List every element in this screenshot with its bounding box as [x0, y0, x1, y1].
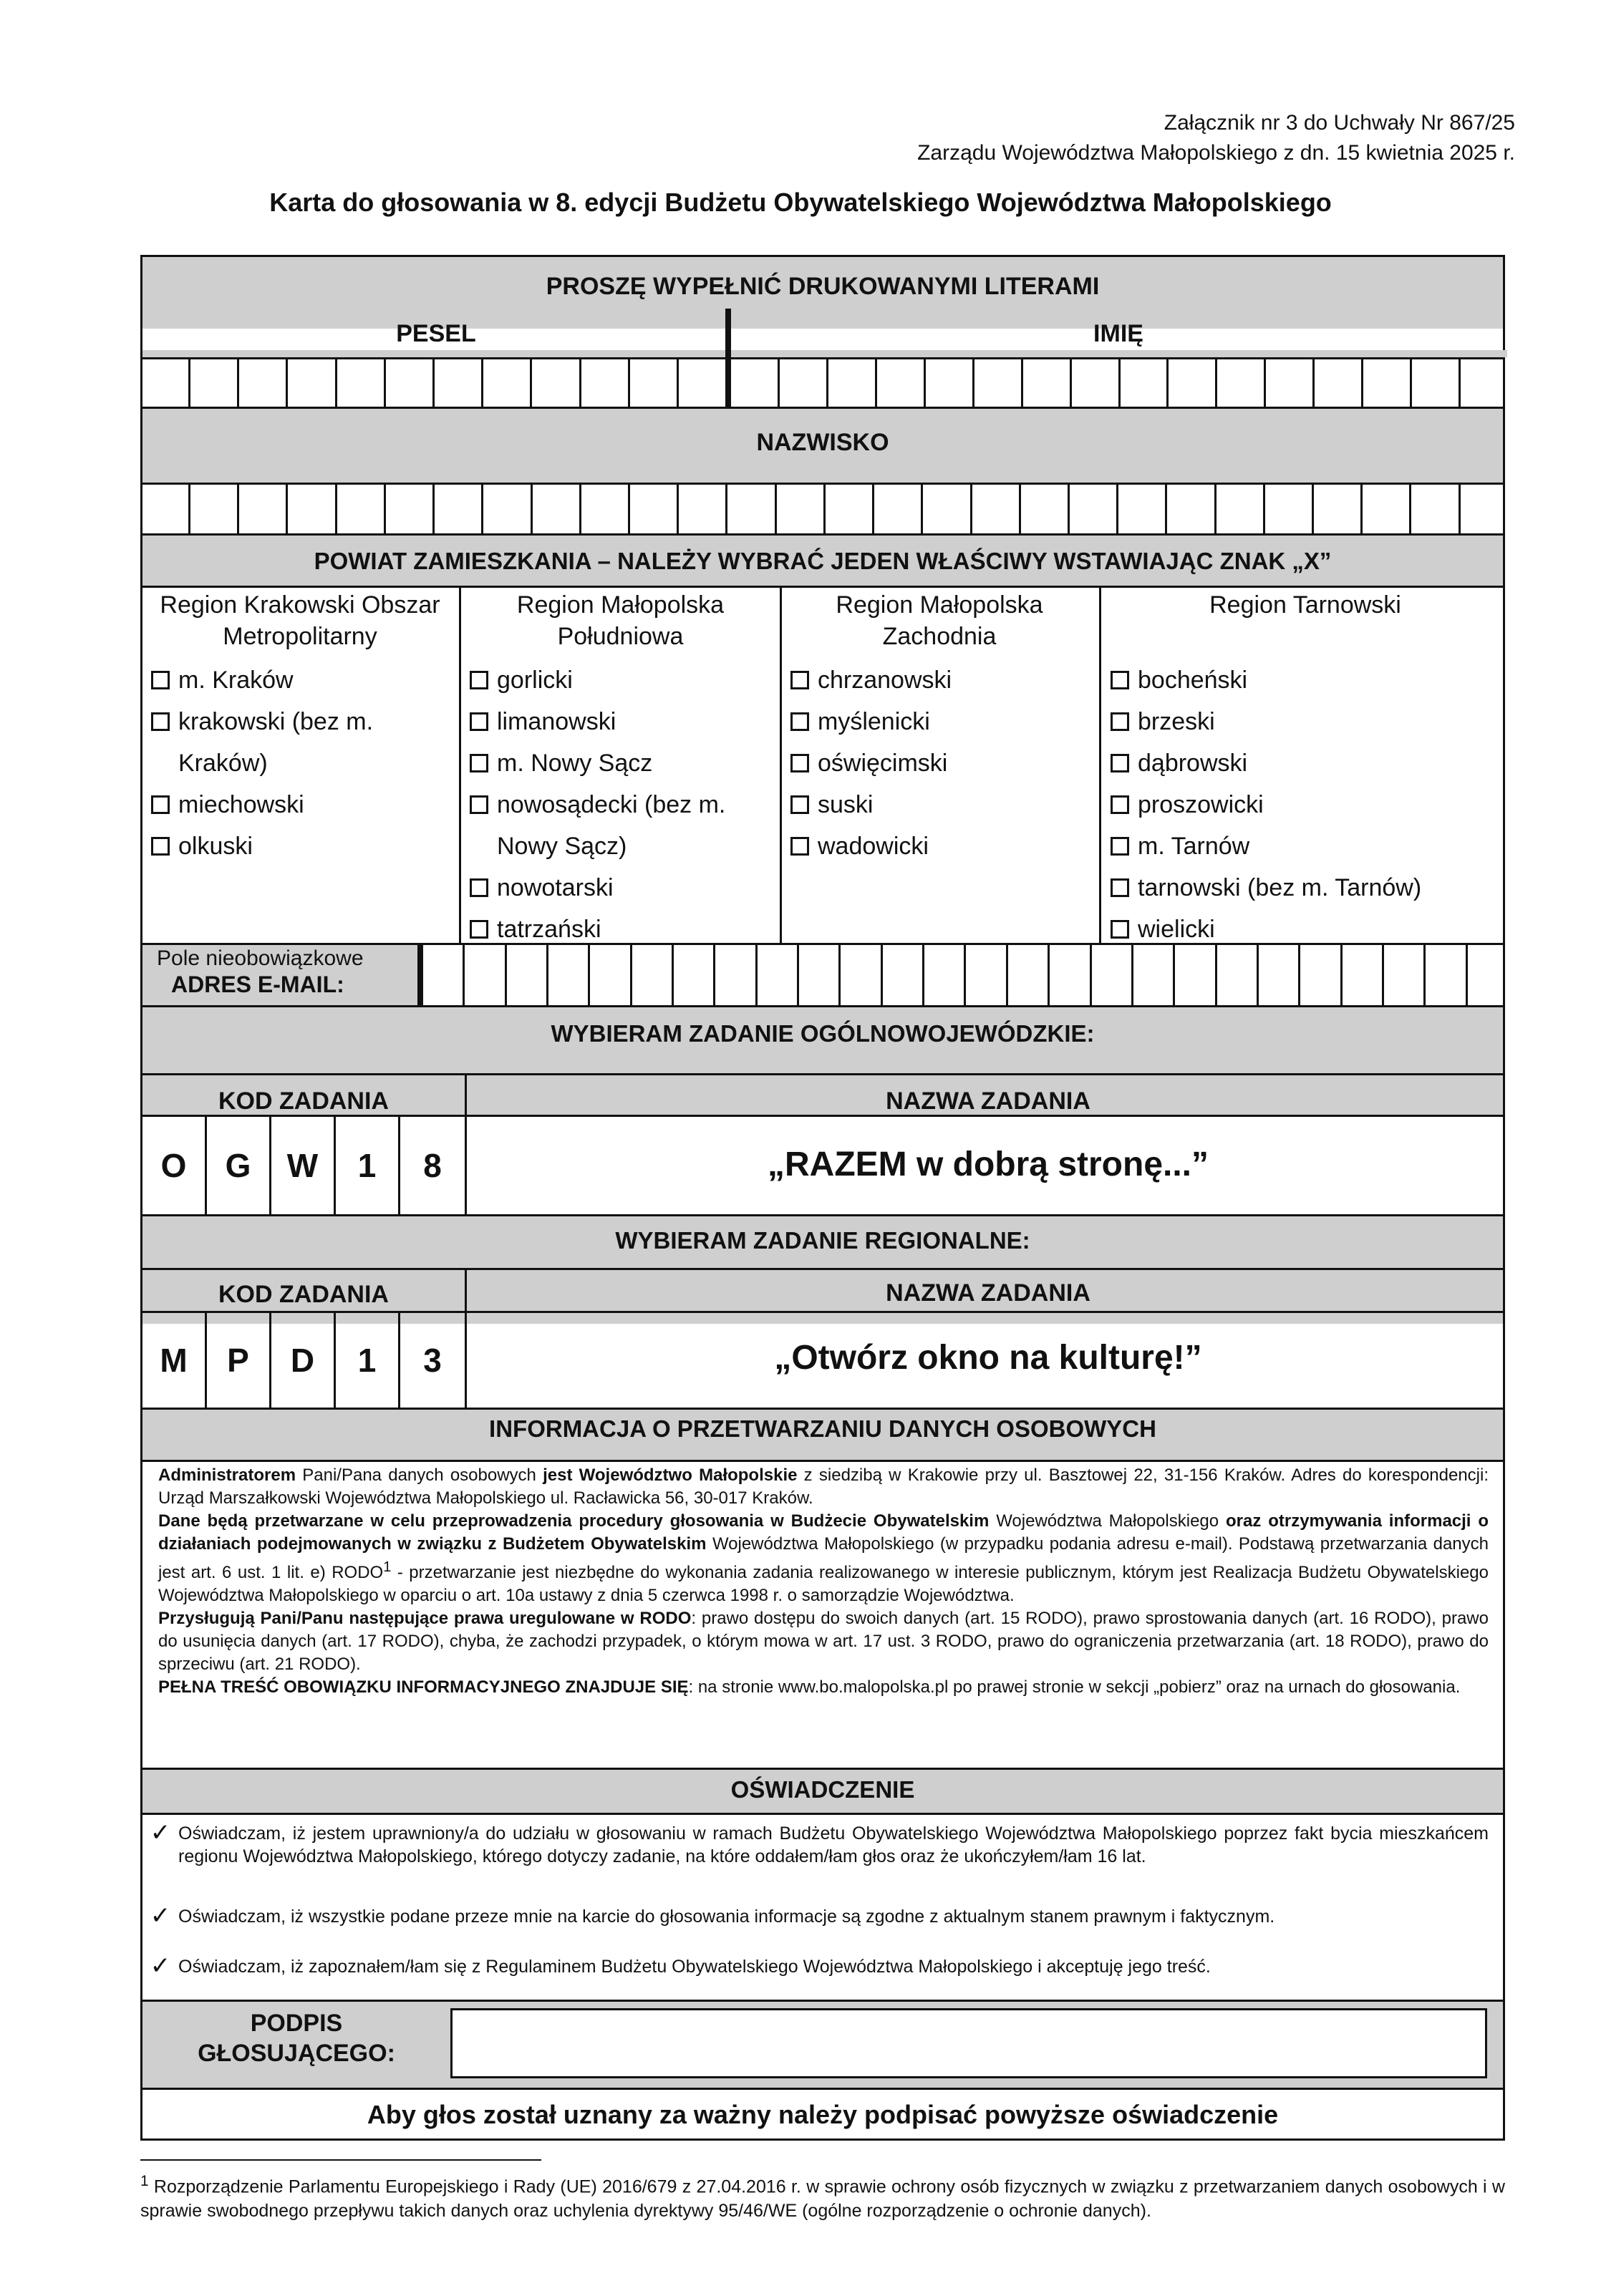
county-option-olkuski[interactable]: olkuski — [150, 825, 450, 867]
checkbox[interactable] — [151, 712, 170, 731]
code-char: 1 — [336, 1313, 400, 1408]
declaration-item: ✓ Oświadczam, iż wszystkie podane przeze mnie na karcie do głosowania informacje są zgodne z aktualnym stanem prawnym i faktycznym. — [142, 1905, 1489, 1928]
checkbox[interactable] — [790, 837, 809, 856]
county-option-gorlicki[interactable]: gorlicki — [468, 659, 773, 701]
footnote-divider — [140, 2159, 541, 2161]
checkbox[interactable] — [1111, 795, 1129, 814]
check-icon: ✓ — [150, 1902, 171, 1929]
county-option-oswiecimski[interactable]: oświęcimski — [789, 742, 1090, 784]
checkbox[interactable] — [790, 712, 809, 731]
county-option-nowosadecki[interactable]: nowosądecki (bez m. Nowy Sącz) — [468, 784, 773, 867]
county-option-suski[interactable]: suski — [789, 784, 1090, 825]
checkbox[interactable] — [470, 920, 488, 939]
region-title: Region Małopolska Południowa — [516, 591, 725, 650]
checkbox[interactable] — [790, 671, 809, 689]
email-input-cells[interactable] — [423, 945, 1507, 1005]
county-option-bochenski[interactable]: bocheński — [1109, 659, 1501, 701]
county-option-miechowski[interactable]: miechowski — [150, 784, 450, 825]
regional-code-label: KOD ZADANIA — [218, 1281, 389, 1308]
region-title: Region Tarnowski — [1209, 591, 1401, 619]
county-option-dabrowski[interactable]: dąbrowski — [1109, 742, 1501, 784]
checkbox[interactable] — [470, 795, 488, 814]
page-title: Karta do głosowania w 8. edycji Budżetu Obywatelskiego Województwa Małopolskiego — [269, 188, 1332, 217]
county-option-proszowicki[interactable]: proszowicki — [1109, 784, 1501, 825]
county-option-m-krakow[interactable]: m. Kraków — [150, 659, 450, 701]
county-option-tatrzanski[interactable]: tatrzański — [468, 909, 773, 950]
code-char: P — [207, 1313, 271, 1408]
code-char: 1 — [336, 1117, 400, 1214]
county-option-wielicki[interactable]: wielicki — [1109, 909, 1501, 950]
checkbox[interactable] — [1111, 712, 1129, 731]
checkbox[interactable] — [151, 795, 170, 814]
code-char: 8 — [423, 1147, 442, 1184]
checkbox[interactable] — [151, 671, 170, 689]
region-title: Region Małopolska Zachodnia — [836, 591, 1043, 650]
fill-instruction: PROSZĘ WYPEŁNIĆ DRUKOWANYMI LITERAMI — [546, 273, 1100, 300]
checkbox[interactable] — [790, 795, 809, 814]
annex-reference: Załącznik nr 3 do Uchwały Nr 867/25 — [1164, 111, 1515, 135]
checkbox[interactable] — [1111, 754, 1129, 772]
surname-label: NAZWISKO — [756, 429, 889, 456]
declaration-item: ✓ Oświadczam, iż jestem uprawniony/a do udziału w głosowaniu w ramach Budżetu Obywatelskiego Województwa Małopolskiego poprzez fakt bycia mieszkańcem regionu Województwa Małopolskiego, którego dotyczy zadanie, na które oddałem/łam głos oraz że ukończyłem/łam 16 lat. — [142, 1822, 1489, 1868]
checkbox[interactable] — [151, 837, 170, 856]
annex-board-date: Zarządu Województwa Małopolskiego z dn. 15 kwietnia 2025 r. — [917, 141, 1515, 165]
general-name-label: NAZWA ZADANIA — [886, 1088, 1090, 1115]
county-option-m-tarnow[interactable]: m. Tarnów — [1109, 825, 1501, 867]
first-name-label: IMIĘ — [1093, 320, 1143, 347]
regional-name-label: NAZWA ZADANIA — [886, 1279, 1090, 1307]
signature-label: PODPIS GŁOSUJĄCEGO: — [198, 2010, 395, 2067]
checkbox[interactable] — [470, 878, 488, 897]
declaration-item: ✓ Oświadczam, iż zapoznałem/łam się z Regulaminem Budżetu Obywatelskiego Województwa Małopolskiego i akceptuję jego treść. — [142, 1955, 1489, 1978]
general-task-code — [142, 1117, 467, 1214]
county-option-tarnowski[interactable]: tarnowski (bez m. Tarnów) — [1109, 867, 1501, 909]
county-option-chrzanowski[interactable]: chrzanowski — [789, 659, 1090, 701]
general-task-name: „RAZEM w dobrą stronę...” — [767, 1145, 1209, 1183]
pesel-input-cells[interactable] — [188, 359, 725, 407]
code-char: O — [142, 1117, 207, 1214]
checkbox[interactable] — [790, 754, 809, 772]
general-task-heading: WYBIERAM ZADANIE OGÓLNOWOJEWÓDZKIE: — [551, 1020, 1095, 1047]
county-option-wadowicki[interactable]: wadowicki — [789, 825, 1090, 867]
checkbox[interactable] — [470, 671, 488, 689]
code-char: W — [271, 1117, 336, 1214]
email-label: ADRES E-MAIL: — [171, 972, 344, 997]
data-processing-heading: INFORMACJA O PRZETWARZANIU DANYCH OSOBOWYCH — [489, 1415, 1156, 1442]
county-heading: POWIAT ZAMIESZKANIA – NALEŻY WYBRAĆ JEDEN WŁAŚCIWY WSTAWIAJĄC ZNAK „X” — [314, 548, 1332, 574]
regional-task-heading: WYBIERAM ZADANIE REGIONALNE: — [615, 1227, 1030, 1254]
signature-notice: Aby głos został uznany za ważny należy podpisać powyższe oświadczenie — [367, 2100, 1279, 2129]
general-code-label: KOD ZADANIA — [218, 1088, 389, 1115]
surname-input-cells[interactable] — [188, 485, 1507, 533]
declaration-heading: OŚWIADCZENIE — [730, 1776, 915, 1803]
county-option-nowotarski[interactable]: nowotarski — [468, 867, 773, 909]
pesel-label: PESEL — [396, 320, 476, 347]
county-option-limanowski[interactable]: limanowski — [468, 701, 773, 742]
county-option-myslenicki[interactable]: myślenicki — [789, 701, 1090, 742]
checkbox[interactable] — [1111, 671, 1129, 689]
code-char: D — [271, 1313, 336, 1408]
checkbox[interactable] — [470, 754, 488, 772]
region-krakowski — [150, 589, 450, 867]
checkbox[interactable] — [1111, 837, 1129, 856]
check-icon: ✓ — [150, 1952, 171, 1980]
code-char: G — [207, 1117, 271, 1214]
checkbox[interactable] — [1111, 920, 1129, 939]
email-optional-note: Pole nieobowiązkowe — [157, 946, 364, 970]
code-char: M — [142, 1313, 207, 1408]
regional-task-code — [142, 1313, 467, 1408]
regional-task-name: „Otwórz okno na kulturę!” — [774, 1339, 1202, 1377]
ballot-form — [140, 255, 1505, 2141]
region-tarnowski — [1109, 589, 1501, 950]
checkbox[interactable] — [1111, 878, 1129, 897]
region-malopolska-poludniowa — [468, 589, 773, 950]
check-icon: ✓ — [150, 1819, 171, 1846]
region-title: Region Krakowski Obszar Metropolitarny — [160, 591, 440, 650]
code-char: 3 — [423, 1342, 442, 1379]
first-name-input-cells[interactable] — [731, 359, 1507, 407]
region-malopolska-zachodnia — [789, 589, 1090, 867]
checkbox[interactable] — [470, 712, 488, 731]
county-option-brzeski[interactable]: brzeski — [1109, 701, 1501, 742]
county-option-m-nowy-sacz[interactable]: m. Nowy Sącz — [468, 742, 773, 784]
county-option-krakowski[interactable]: krakowski (bez m. Kraków) — [150, 701, 450, 784]
signature-field[interactable] — [450, 2008, 1487, 2078]
data-processing-info: Administratorem Pani/Pana danych osobowych jest Województwo Małopolskie z siedzibą w Krakowie przy ul. Basztowej 22, 31-156 Kraków. Adres do korespondencji: Urząd Marszałkowski Województwa Małopolskiego ul. Racławicka 56, 30-017 Kraków. Dane będą przetwarzane w celu przeprowadzenia procedury głosowania w Budżecie Obywatelskim Województwa Małopolskiego oraz otrzymywania informacji o działaniach podejmowanych w związku z Budżetem Obywatelskim Województwa Małopolskiego (w przypadku podania adresu e-mail). Podstawą przetwarzania danych jest art. 6 ust. 1 lit. e) RODO$^1$ - przetwarzanie jest niezbędne do wykonania zadania realizowanego w interesie publicznym, którym jest Realizacja Budżetu Obywatelskiego Województwa Małopolskiego w oparciu o art. 10a ustawy z dnia 5 czerwca 1998 r. o samorządzie Województwa. Przysługują Pani/Panu następujące prawa uregulowane w RODO: prawo dostępu do swoich danych (art. 15 RODO), prawo sprostowania danych (art. 16 RODO), prawo do usunięcia danych (art. 17 RODO), chyba, że zachodzi przypadek, o którym mowa w art. 17 ust. 3 RODO, prawo do ograniczenia przetwarzania (art. 18 RODO), prawo do sprzeciwu (art. 21 RODO). PEŁNA TREŚĆ OBOWIĄZKU INFORMACYJNEGO ZNAJDUJE SIĘ: na stronie www.bo.malopolska.pl po prawej stronie w sekcji „pobierz” oraz na urnach do głosowania. — [158, 1466, 1489, 1697]
footnote: $^1$ Rozporządzenie Parlamentu Europejskiego i Rady (UE) 2016/679 z 27.04.2016 r. w sprawie ochrony osób fizycznych w związku z przetwarzaniem danych osobowych i w sprawie swobodnego przepływu takich danych oraz uchylenia dyrektywy 95/46/WE (ogólne rozporządzenie o ochronie danych). — [140, 2173, 1505, 2222]
